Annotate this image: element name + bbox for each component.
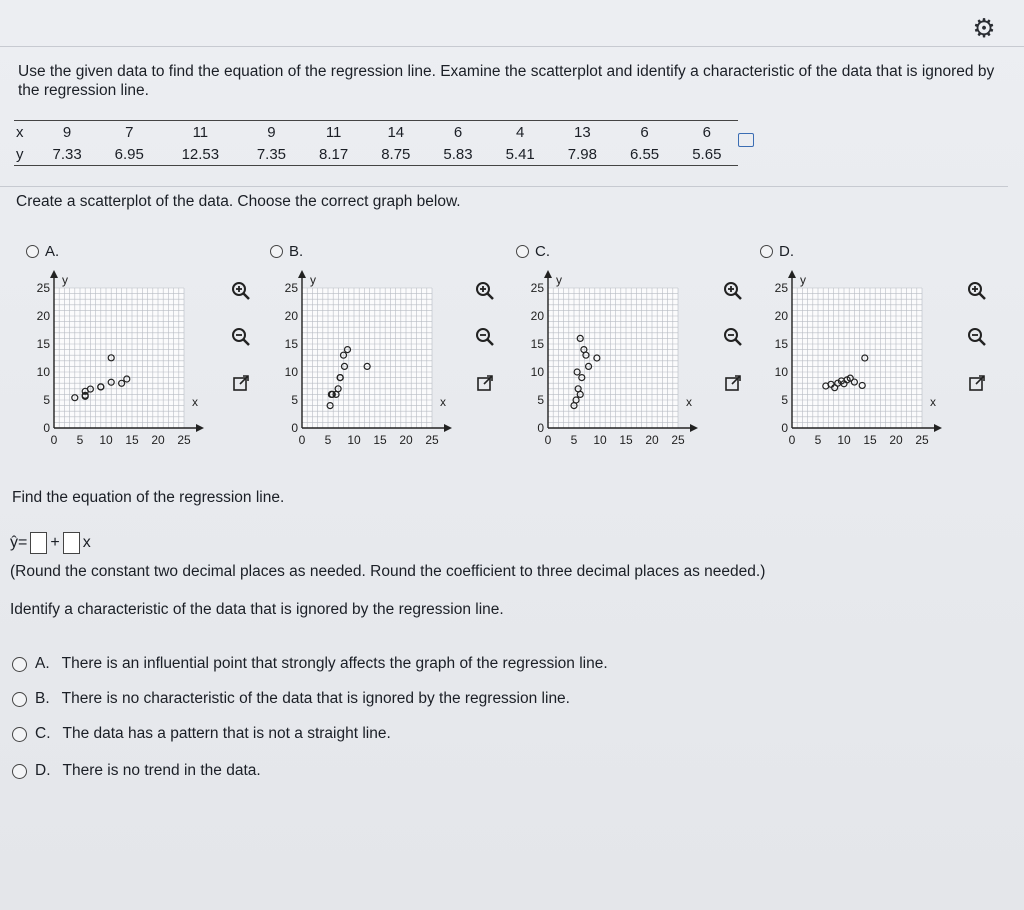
x-cell: 6 xyxy=(427,121,489,144)
x-tick-label: 25 xyxy=(177,433,191,447)
zoom-in-icon[interactable] xyxy=(472,278,498,304)
regression-equation xyxy=(10,532,91,554)
x-tick-label: 5 xyxy=(570,433,578,447)
zoom-in-icon[interactable] xyxy=(720,278,746,304)
scatter-prompt: Create a scatterplot of the data. Choose the correct graph below. xyxy=(16,193,461,210)
graph-option-c[interactable] xyxy=(516,243,550,260)
scatterplot-a xyxy=(20,268,230,458)
y-tick-label: 0 xyxy=(781,421,788,435)
yhat-symbol: ŷ xyxy=(10,534,18,551)
x-cell: 14 xyxy=(365,121,427,144)
answer-option-d-text: There is no trend in the data. xyxy=(62,762,261,779)
plus-sign: + xyxy=(50,534,60,551)
y-tick-label: 10 xyxy=(530,365,544,379)
y-tick-label: 25 xyxy=(36,281,50,295)
answer-option-d-radio[interactable] xyxy=(12,764,27,779)
find-equation-text: Find the equation of the regression line. xyxy=(12,489,285,506)
x-tick-label: 5 xyxy=(76,433,84,447)
answer-option-d-letter: D. xyxy=(35,762,51,779)
x-cell: 11 xyxy=(160,121,240,144)
y-tick-label: 25 xyxy=(530,281,544,295)
y-tick-label: 0 xyxy=(43,421,50,435)
plot-area xyxy=(792,288,922,428)
zoom-out-icon[interactable] xyxy=(964,324,990,350)
answer-option-a-letter: A. xyxy=(35,655,50,672)
expand-icon[interactable] xyxy=(720,370,746,396)
answer-option-b-letter: B. xyxy=(35,690,50,707)
x-axis-arrow xyxy=(444,424,452,432)
graph-option-d-label: D. xyxy=(779,243,794,260)
y-axis-label: y xyxy=(310,273,316,287)
x-axis-label: x xyxy=(192,395,198,409)
copy-icon[interactable] xyxy=(738,133,754,147)
x-tick-label: 20 xyxy=(645,433,659,447)
x-tick-label: 25 xyxy=(915,433,929,447)
y-tick-label: 15 xyxy=(774,337,788,351)
answer-option-c[interactable] xyxy=(12,725,391,743)
y-tick-label: 20 xyxy=(774,309,788,323)
answer-option-b-text: There is no characteristic of the data that is ignored by the regression line. xyxy=(61,690,570,707)
y-axis-label: y xyxy=(800,273,806,287)
y-tick-label: 0 xyxy=(291,421,298,435)
y-axis-arrow xyxy=(298,270,306,278)
x-axis-label: x xyxy=(930,395,936,409)
x-tick-label: 10 xyxy=(347,433,361,447)
graph-option-d-radio[interactable] xyxy=(760,245,773,258)
graph-option-c-label: C. xyxy=(535,243,550,260)
answer-option-c-letter: C. xyxy=(35,725,51,742)
x-cell: 4 xyxy=(489,121,551,144)
y-tick-label: 5 xyxy=(781,393,788,407)
plot-area xyxy=(302,288,432,428)
y-cell: 7.35 xyxy=(240,143,302,166)
graph-c-tools xyxy=(720,278,750,416)
y-tick-label: 10 xyxy=(774,365,788,379)
plot-area xyxy=(548,288,678,428)
y-axis-label: y xyxy=(556,273,562,287)
expand-icon[interactable] xyxy=(228,370,254,396)
x-tick-label: 0 xyxy=(298,433,306,447)
graph-option-a[interactable] xyxy=(26,243,59,260)
answer-option-a-radio[interactable] xyxy=(12,657,27,672)
x-cell: 9 xyxy=(240,121,302,144)
y-tick-label: 5 xyxy=(537,393,544,407)
graph-option-b-label: B. xyxy=(289,243,304,260)
graph-option-b[interactable] xyxy=(270,243,303,260)
x-cell: 11 xyxy=(303,121,365,144)
x-tick-label: 25 xyxy=(425,433,439,447)
y-tick-label: 0 xyxy=(537,421,544,435)
x-tick-label: 20 xyxy=(151,433,165,447)
zoom-in-icon[interactable] xyxy=(228,278,254,304)
plot-area xyxy=(54,288,184,428)
y-cell: 6.55 xyxy=(613,143,675,166)
y-cell: 12.53 xyxy=(160,143,240,166)
divider xyxy=(0,186,1008,187)
answer-option-c-radio[interactable] xyxy=(12,727,27,742)
zoom-in-icon[interactable] xyxy=(964,278,990,304)
y-cell: 5.83 xyxy=(427,143,489,166)
x-tick-label: 0 xyxy=(544,433,552,447)
identify-prompt: Identify a characteristic of the data that is ignored by the regression line. xyxy=(10,601,504,618)
y-tick-label: 20 xyxy=(284,309,298,323)
gear-icon[interactable]: ⚙ xyxy=(972,13,996,43)
coefficient-input[interactable] xyxy=(63,532,80,554)
graph-b-tools xyxy=(472,278,502,416)
y-cell: 5.65 xyxy=(676,143,738,166)
rounding-instructions: (Round the constant two decimal places as needed. Round the coefficient to three decimal places as needed.) xyxy=(10,563,766,580)
x-tick-label: 10 xyxy=(593,433,607,447)
y-axis-label: y xyxy=(62,273,68,287)
y-cell: 7.33 xyxy=(36,143,98,166)
zoom-out-icon[interactable] xyxy=(228,324,254,350)
y-tick-label: 20 xyxy=(530,309,544,323)
x-tick-label: 25 xyxy=(671,433,685,447)
y-tick-label: 10 xyxy=(284,365,298,379)
y-axis-arrow xyxy=(788,270,796,278)
graph-a-tools xyxy=(228,278,258,416)
x-cell: 6 xyxy=(613,121,675,144)
scatterplot-c xyxy=(514,268,724,458)
y-cell: 6.95 xyxy=(98,143,160,166)
x-tick-label: 5 xyxy=(814,433,822,447)
x-tick-label: 0 xyxy=(788,433,796,447)
y-axis-arrow xyxy=(50,270,58,278)
x-variable: x xyxy=(82,534,91,551)
answer-option-a-text: There is an influential point that strongly affects the graph of the regression line. xyxy=(61,655,608,672)
y-tick-label: 20 xyxy=(36,309,50,323)
x-cell: 9 xyxy=(36,121,98,144)
graph-option-a-radio[interactable] xyxy=(26,245,39,258)
x-axis-arrow xyxy=(690,424,698,432)
answer-option-c-text: The data has a pattern that is not a straight line. xyxy=(62,725,391,742)
x-cell: 7 xyxy=(98,121,160,144)
x-cell: 13 xyxy=(551,121,613,144)
x-tick-label: 5 xyxy=(324,433,332,447)
equals-sign: = xyxy=(18,534,28,551)
y-tick-label: 5 xyxy=(43,393,50,407)
graph-option-d[interactable] xyxy=(760,243,794,260)
graph-option-c-radio[interactable] xyxy=(516,245,529,258)
y-cell: 8.75 xyxy=(365,143,427,166)
y-tick-label: 5 xyxy=(291,393,298,407)
x-tick-label: 20 xyxy=(889,433,903,447)
zoom-out-icon[interactable] xyxy=(720,324,746,350)
x-tick-label: 15 xyxy=(125,433,139,447)
x-cell: 6 xyxy=(676,121,738,144)
x-tick-label: 15 xyxy=(619,433,633,447)
y-tick-label: 15 xyxy=(36,337,50,351)
y-cell: 7.98 xyxy=(551,143,613,166)
x-axis-arrow xyxy=(196,424,204,432)
answer-option-b-radio[interactable] xyxy=(12,692,27,707)
x-axis-label: x xyxy=(686,395,692,409)
x-axis-label: x xyxy=(440,395,446,409)
graph-option-b-radio[interactable] xyxy=(270,245,283,258)
x-tick-label: 20 xyxy=(399,433,413,447)
x-row xyxy=(14,121,738,144)
x-tick-label: 10 xyxy=(99,433,113,447)
constant-input[interactable] xyxy=(30,532,47,554)
graph-option-a-label: A. xyxy=(45,243,60,260)
x-tick-label: 0 xyxy=(50,433,58,447)
y-tick-label: 25 xyxy=(284,281,298,295)
top-bar xyxy=(0,0,1024,47)
answer-option-d[interactable] xyxy=(12,762,261,780)
expand-icon[interactable] xyxy=(964,370,990,396)
y-tick-label: 15 xyxy=(284,337,298,351)
x-tick-label: 10 xyxy=(837,433,851,447)
y-cell: 8.17 xyxy=(303,143,365,166)
expand-icon[interactable] xyxy=(472,370,498,396)
scatterplot-d xyxy=(758,268,968,458)
graph-d-tools xyxy=(964,278,994,416)
x-axis-arrow xyxy=(934,424,942,432)
x-tick-label: 15 xyxy=(863,433,877,447)
answer-option-b[interactable] xyxy=(12,690,570,708)
y-tick-label: 25 xyxy=(774,281,788,295)
y-cell: 5.41 xyxy=(489,143,551,166)
y-axis-arrow xyxy=(544,270,552,278)
zoom-out-icon[interactable] xyxy=(472,324,498,350)
answer-option-a[interactable] xyxy=(12,655,608,673)
question-intro: Use the given data to find the equation of the regression line. Examine the scatterplot and identify a characteristic of the data that is ignored by the regression line. xyxy=(18,63,995,99)
y-row-label: y xyxy=(14,143,36,166)
data-table xyxy=(14,120,738,166)
x-row-label: x xyxy=(14,121,36,144)
y-row xyxy=(14,143,738,166)
y-tick-label: 10 xyxy=(36,365,50,379)
scatterplot-b xyxy=(268,268,478,458)
x-tick-label: 15 xyxy=(373,433,387,447)
y-tick-label: 15 xyxy=(530,337,544,351)
